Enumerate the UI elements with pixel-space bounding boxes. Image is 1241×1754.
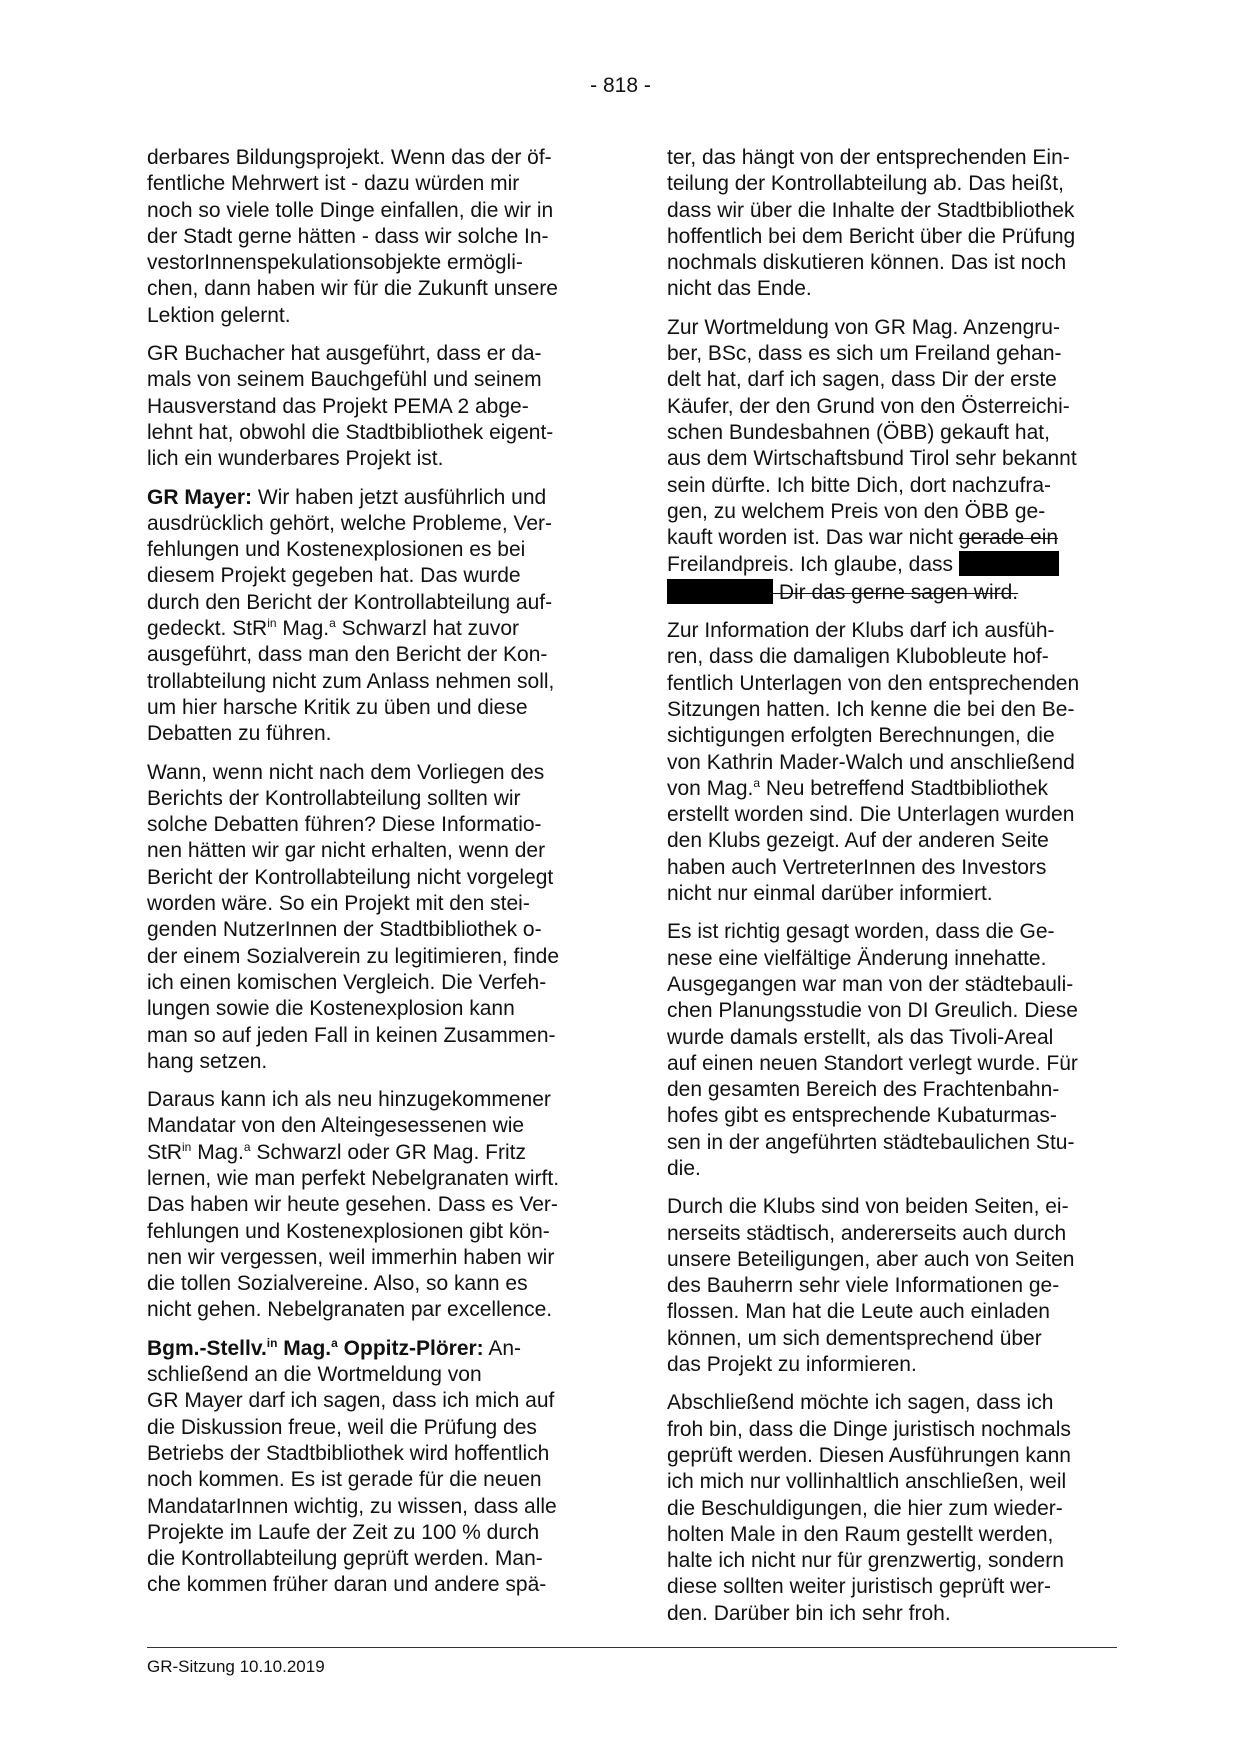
text-line: Debatten zu führen. (147, 722, 332, 746)
text-line: fentliche Mehrwert ist - dazu würden mir (147, 172, 520, 196)
text-line: die Diskussion freue, weil die Prüfung des (147, 1415, 537, 1439)
text-line: fehlungen und Kostenexplosionen es bei (147, 538, 526, 562)
text-fragment: gerade ein (958, 526, 1059, 550)
text-line: die. (667, 1156, 701, 1180)
text-line: noch so viele tolle Dinge einfallen, die wir in (147, 198, 554, 222)
text-fragment: An- (483, 1336, 522, 1360)
text-line: ber, BSc, dass es sich um Freiland gehan- (667, 342, 1062, 366)
paragraph-left-6 (147, 1336, 597, 1599)
text-fragment: Wir haben jetzt ausführlich und (252, 485, 547, 509)
text-line: der Stadt gerne hätten - dass wir solche In- (147, 224, 549, 248)
text-line: Zur Information der Klubs darf ich ausfüh- (667, 619, 1055, 643)
text-fragment: von Mag. (667, 776, 754, 800)
text-line: lernen, wie man perfekt Nebelgranaten wirft. (147, 1166, 560, 1190)
text-line: ich einen komischen Vergleich. Die Verfeh- (147, 970, 547, 994)
text-line (147, 1140, 597, 1166)
page-number: - 818 - (590, 74, 651, 97)
text-line: auf einen neuen Standort verlegt wurde. Für (667, 1051, 1078, 1075)
text-line: che kommen früher daran und andere spä- (147, 1573, 547, 1597)
text-line: nerseits städtisch, andererseits auch durch (667, 1221, 1067, 1245)
text-line: holten Male in den Raum gestellt werden, (667, 1522, 1054, 1546)
text-line: die Beschuldigungen, die hier zum wieder- (667, 1496, 1063, 1520)
text-line: gen, zu welchem Preis von den ÖBB ge- (667, 499, 1046, 523)
paragraph-right-2 (667, 315, 1117, 606)
text-line: delt hat, darf ich sagen, dass Dir der erste (667, 368, 1057, 392)
text-line: chen, dann haben wir für die Zukunft unsere (147, 277, 558, 301)
text-line: nen wir vergessen, weil immerhin haben wir (147, 1245, 555, 1269)
text-line: ren, dass die damaligen Klubobleute hof- (667, 645, 1049, 669)
text-line: können, um sich dementsprechend über (667, 1326, 1042, 1350)
text-line (667, 525, 1117, 551)
text-line: genden NutzerInnen der Stadtbibliothek o- (147, 918, 542, 942)
paragraph-right-5 (667, 1194, 1117, 1378)
paragraph-left-5 (147, 1087, 597, 1324)
text-fragment: Mag. (276, 617, 330, 641)
text-line: derbares Bildungsprojekt. Wenn das der öf- (147, 146, 552, 169)
speaker-name: GR Mayer: (147, 485, 253, 509)
text-line: des Bauherrn sehr viele Informationen ge- (667, 1274, 1060, 1298)
paragraph-left-1 (147, 145, 597, 329)
text-line: wurde damals erstellt, als das Tivoli-Areal (667, 1025, 1054, 1049)
text-line: ausdrücklich gehört, welche Probleme, Ver- (147, 511, 553, 535)
left-column (147, 145, 597, 1611)
text-line: haben auch VertreterInnen des Investors (667, 855, 1047, 879)
text-line: Zur Wortmeldung von GR Mag. Anzengru- (667, 315, 1060, 339)
text-line: Durch die Klubs sind von beiden Seiten, ei- (667, 1195, 1069, 1219)
text-line: schen Bundesbahnen (ÖBB) gekauft hat, (667, 420, 1050, 444)
text-line: Wann, wenn nicht nach dem Vorliegen des (147, 760, 545, 784)
text-line: Berichts der Kontrollabteilung sollten wir (147, 786, 521, 810)
text-line: sichtigungen erfolgten Berechnungen, die (667, 724, 1055, 748)
text-fragment: gedeckt. StR (147, 617, 268, 641)
text-line: MandatarInnen wichtig, zu wissen, dass alle (147, 1494, 557, 1518)
text-fragment: Schwarzl hat zuvor (335, 617, 520, 641)
superscript: in (182, 1139, 192, 1154)
text-fragment: kauft worden ist. Das war nicht (667, 526, 959, 550)
text-line: geprüft werden. Diesen Ausführungen kann (667, 1443, 1071, 1467)
text-line: Hausverstand das Projekt PEMA 2 abge- (147, 394, 529, 418)
text-line: hang setzen. (147, 1049, 268, 1073)
text-line (667, 551, 1117, 578)
text-line: der einem Sozialverein zu legitimieren, finde (147, 944, 560, 968)
text-line: Es ist richtig gesagt worden, dass die Ge- (667, 920, 1055, 944)
text-line: unsere Beteiligungen, aber auch von Seiten (667, 1247, 1075, 1271)
text-line: nicht das Ende. (667, 277, 812, 301)
text-line: halte ich nicht nur für grenzwertig, sondern (667, 1549, 1064, 1573)
text-line: chen Planungsstudie von DI Greulich. Diese (667, 999, 1078, 1023)
text-line: mals von seinem Bauchgefühl und seinem (147, 368, 542, 392)
paragraph-left-2 (147, 341, 597, 472)
text-line: GR Buchacher hat ausgeführt, dass er da- (147, 342, 542, 366)
text-fragment: Neu betreffend Stadtbibliothek (760, 776, 1049, 800)
text-line: erstellt worden sind. Die Unterlagen wurden (667, 803, 1075, 827)
text-fragment: Mag. (191, 1140, 244, 1164)
right-column (667, 145, 1117, 1639)
text-fragment: Dir das gerne sagen wird. (773, 580, 1019, 604)
paragraph-left-4 (147, 760, 597, 1076)
paragraph-right-3 (667, 618, 1117, 907)
text-line: Käufer, der den Grund von den Österreichi- (667, 394, 1070, 418)
text-fragment: Schwarzl oder GR Mag. Fritz (250, 1140, 526, 1164)
text-line: sein dürfte. Ich bitte Dich, dort nachzufra- (667, 473, 1052, 497)
superscript: a (331, 1335, 338, 1350)
text-line: die tollen Sozialvereine. Also, so kann es (147, 1272, 528, 1296)
text-line: trollabteilung nicht zum Anlass nehmen soll, (147, 669, 555, 693)
text-line: schließend an die Wortmeldung von (147, 1363, 482, 1387)
text-line: fentlich Unterlagen von den entsprechenden (667, 671, 1080, 695)
redaction-box (959, 551, 1059, 576)
text-line: von Kathrin Mader-Walch und anschließend (667, 750, 1075, 774)
text-line: vestorInnenspekulationsobjekte ermögli- (147, 251, 523, 275)
text-line: ich mich nur vollinhaltlich anschließen, weil (667, 1470, 1067, 1494)
text-fragment: StR (147, 1140, 183, 1164)
paragraph-right-4 (667, 919, 1117, 1182)
text-line: man so auf jeden Fall in keinen Zusammen- (147, 1023, 556, 1047)
text-fragment: Bgm.-Stellv. (147, 1336, 267, 1360)
text-line: Daraus kann ich als neu hinzugekommener (147, 1088, 551, 1112)
text-line: froh bin, dass die Dinge juristisch nochmals (667, 1417, 1071, 1441)
text-line: teilung der Kontrollabteilung ab. Das heißt, (667, 172, 1064, 196)
text-line: lich ein wunderbares Projekt ist. (147, 447, 444, 471)
superscript: a (753, 775, 761, 790)
footer-divider (147, 1647, 1117, 1648)
superscript: in (267, 616, 277, 631)
text-line (667, 776, 1117, 802)
text-line: durch den Bericht der Kontrollabteilung auf- (147, 590, 553, 614)
text-line: solche Debatten führen? Diese Informatio- (147, 813, 542, 837)
text-line: nicht gehen. Nebelgranaten par excellence. (147, 1298, 553, 1322)
paragraph-left-3 (147, 485, 597, 748)
text-line (147, 1336, 597, 1362)
text-line: Ausgegangen war man von der städtebauli- (667, 972, 1074, 996)
text-line (667, 579, 1117, 606)
paragraph-right-1 (667, 145, 1117, 303)
text-line: hofes gibt es entsprechende Kubaturmas- (667, 1104, 1057, 1128)
text-line: Abschließend möchte ich sagen, dass ich (667, 1391, 1054, 1415)
redaction-box (667, 579, 773, 604)
text-fragment: Freilandpreis. Ich glaube, dass (667, 553, 959, 577)
footer-session-date: GR-Sitzung 10.10.2019 (147, 1657, 325, 1676)
text-line: den. Darüber bin ich sehr froh. (667, 1601, 951, 1625)
text-fragment: Mag. (277, 1336, 332, 1360)
text-line: nicht nur einmal darüber informiert. (667, 882, 993, 906)
text-line: GR Mayer darf ich sagen, dass ich mich auf (147, 1389, 555, 1413)
text-line: Das haben wir heute gesehen. Dass es Ver- (147, 1193, 558, 1217)
text-line (147, 485, 597, 511)
text-line: nochmals diskutieren können. Das ist noch (667, 251, 1067, 275)
text-line: fehlungen und Kostenexplosionen gibt kön- (147, 1219, 550, 1243)
text-line: Projekte im Laufe der Zeit zu 100 % durch (147, 1520, 540, 1544)
superscript: a (329, 616, 336, 631)
text-line: die Kontrollabteilung geprüft werden. Man- (147, 1547, 543, 1571)
text-line: aus dem Wirtschaftsbund Tirol sehr bekannt (667, 447, 1077, 471)
paragraph-right-6 (667, 1390, 1117, 1627)
text-line: ter, das hängt von der entsprechenden Ein- (667, 146, 1070, 169)
text-line: flossen. Man hat die Leute auch einladen (667, 1300, 1050, 1324)
text-line: Sitzungen hatten. Ich kenne die bei den Be- (667, 697, 1075, 721)
text-line: Bericht der Kontrollabteilung nicht vorgelegt (147, 865, 554, 889)
text-line: um hier harsche Kritik zu üben und diese (147, 695, 528, 719)
text-line (147, 616, 597, 642)
speaker-name (147, 1337, 484, 1360)
text-line: Lektion gelernt. (147, 303, 291, 327)
text-line: Betriebs der Stadtbibliothek wird hoffentlich (147, 1441, 550, 1465)
text-line: lehnt hat, obwohl die Stadtbibliothek eigent- (147, 420, 554, 444)
text-line: den gesamten Bereich des Frachtenbahn- (667, 1078, 1060, 1102)
text-line: worden wäre. So ein Projekt mit den stei- (147, 892, 530, 916)
text-line: dass wir über die Inhalte der Stadtbibliothek (667, 198, 1075, 222)
text-line: das Projekt zu informieren. (667, 1353, 917, 1377)
superscript: a (243, 1139, 251, 1154)
text-line: lungen sowie die Kostenexplosion kann (147, 997, 515, 1021)
text-line: diese sollten weiter juristisch geprüft wer- (667, 1575, 1051, 1599)
superscript: in (266, 1335, 278, 1350)
text-line: Mandatar von den Alteingesessenen wie (147, 1114, 525, 1138)
text-line: diesem Projekt gegeben hat. Das wurde (147, 564, 521, 588)
text-line: noch kommen. Es ist gerade für die neuen (147, 1468, 542, 1492)
text-line: nese eine vielfältige Änderung innehatte. (667, 946, 1047, 970)
text-line: hoffentlich bei dem Bericht über die Prüfung (667, 224, 1076, 248)
text-line: nen hätten wir gar nicht erhalten, wenn der (147, 839, 546, 863)
text-fragment: Oppitz-Plörer: (337, 1336, 484, 1360)
text-line: sen in der angeführten städtebaulichen Stu- (667, 1130, 1075, 1154)
text-line: den Klubs gezeigt. Auf der anderen Seite (667, 829, 1049, 853)
text-line: ausgeführt, dass man den Bericht der Kon- (147, 643, 548, 667)
